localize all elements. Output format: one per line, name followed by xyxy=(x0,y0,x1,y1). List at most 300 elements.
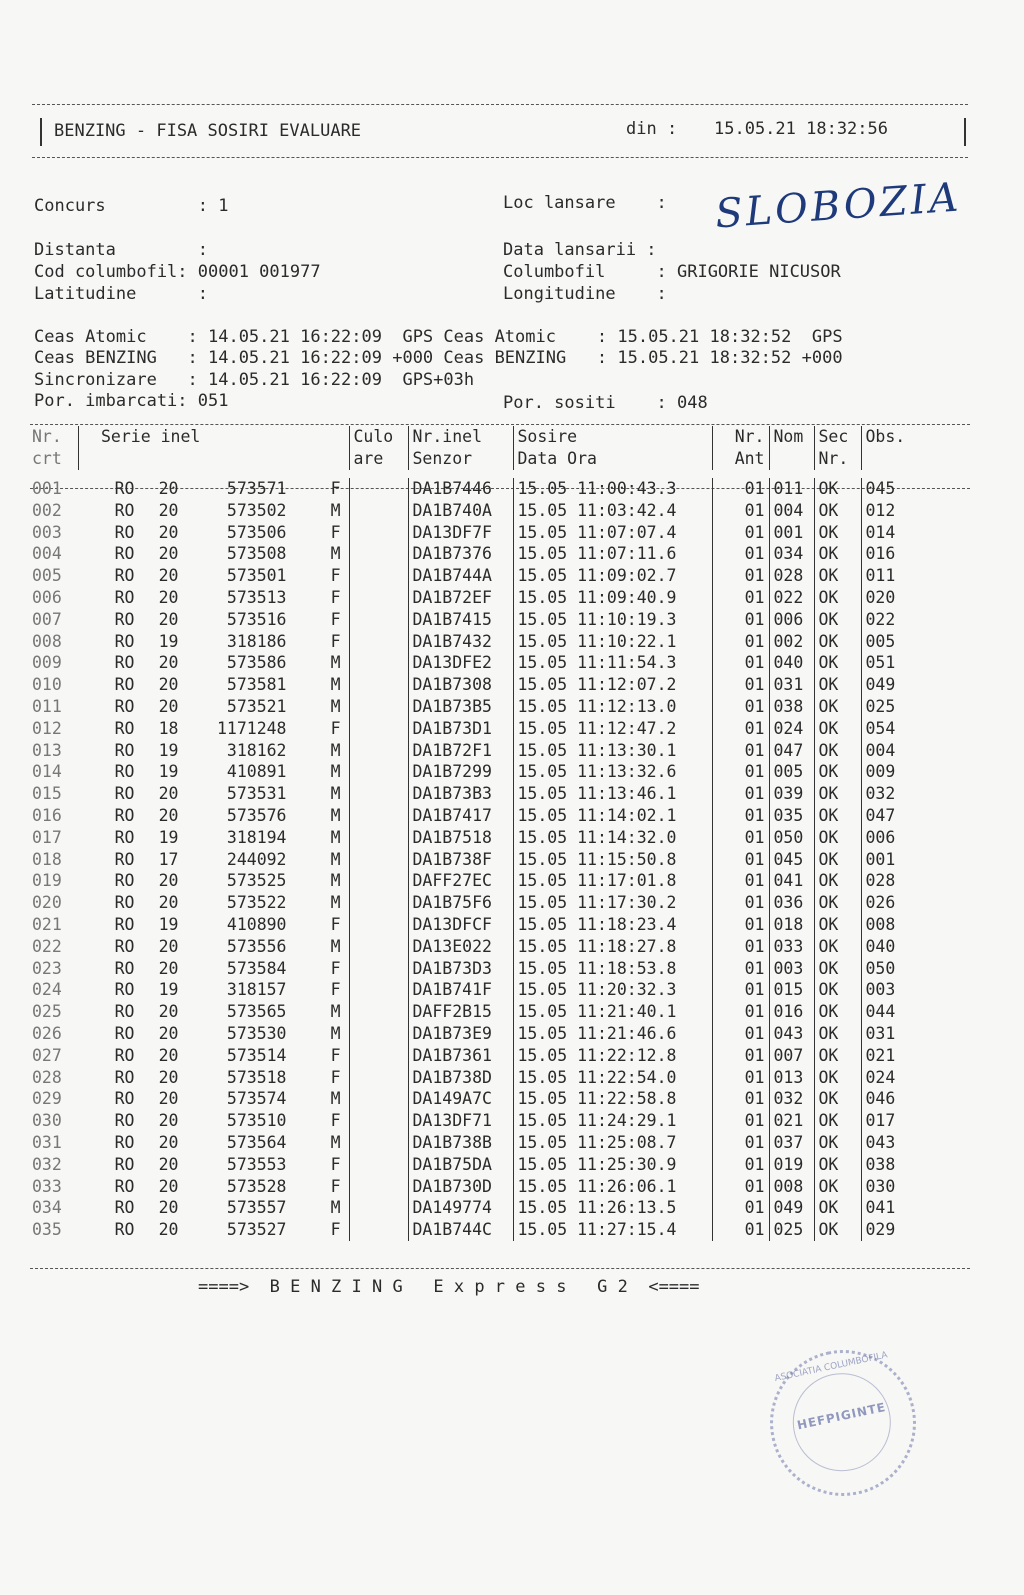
cell-sen: DA1B7432 xyxy=(408,631,513,653)
col-obs-header: Obs. xyxy=(861,426,958,448)
cell-sex: F xyxy=(330,1154,341,1174)
cell-obs: 028 xyxy=(861,870,958,892)
cell-sec: OK xyxy=(814,1088,861,1110)
table-header-row-1 xyxy=(30,426,958,448)
latitudine-line: Latitudine : xyxy=(34,284,208,304)
cell-nr: 002 xyxy=(32,500,62,520)
cell-nom: 047 xyxy=(769,740,814,762)
table-bottom-rule xyxy=(30,1268,970,1269)
cell-sen: DA13E022 xyxy=(408,936,513,958)
cell-sen: DA1B73D1 xyxy=(408,718,513,740)
cell-sec: OK xyxy=(814,1110,861,1132)
cell-cty: RO xyxy=(114,653,135,673)
cell-col xyxy=(349,914,408,936)
cell-cty: RO xyxy=(114,740,135,760)
cell-ant: 01 xyxy=(712,652,769,674)
cod-columbofil-line: Cod columbofil: 00001 001977 xyxy=(34,262,321,282)
cell-sex: M xyxy=(330,893,341,913)
cell-sen: DA1B73E9 xyxy=(408,1023,513,1045)
cell-sen: DA1B738D xyxy=(408,1067,513,1089)
cell-sex: F xyxy=(330,566,341,586)
cell-obs: 011 xyxy=(861,565,958,587)
table-row xyxy=(30,500,958,522)
table-top-rule xyxy=(30,424,970,425)
cell-col xyxy=(349,696,408,718)
cell-sex: F xyxy=(330,958,341,978)
cell-nom: 049 xyxy=(769,1197,814,1219)
cell-nom: 019 xyxy=(769,1154,814,1176)
table-row xyxy=(30,587,958,609)
cell-nom: 028 xyxy=(769,565,814,587)
header-spacer xyxy=(30,470,958,478)
cell-cty: RO xyxy=(114,544,135,564)
cell-arr: 15.05 11:18:27.8 xyxy=(513,936,712,958)
clock-line-1: Ceas Atomic : 14.05.21 16:22:09 GPS Ceas Atomic : 15.05.21 18:32:52 GPS xyxy=(34,327,843,347)
cell-sec: OK xyxy=(814,783,861,805)
cell-sen: DA1B7299 xyxy=(408,761,513,783)
cell-sen: DA1B738F xyxy=(408,849,513,871)
cell-nr: 004 xyxy=(32,544,62,564)
columbofil-line: Columbofil : GRIGORIE NICUSOR xyxy=(503,262,841,282)
cell-ring: 573510 xyxy=(226,1111,287,1131)
cell-sen: DA13DF71 xyxy=(408,1110,513,1132)
table-row xyxy=(30,1154,958,1176)
cell-sec: OK xyxy=(814,1197,861,1219)
cell-ring: 410890 xyxy=(226,914,287,934)
cell-obs: 032 xyxy=(861,783,958,805)
cell-nom: 007 xyxy=(769,1045,814,1067)
cell-sen: DA1B75F6 xyxy=(408,892,513,914)
cell-nr: 014 xyxy=(32,762,62,782)
cell-sen: DA1B72F1 xyxy=(408,740,513,762)
cell-col xyxy=(349,565,408,587)
cell-obs: 012 xyxy=(861,500,958,522)
cell-ant: 01 xyxy=(712,1001,769,1023)
col-serie-header-2 xyxy=(79,448,350,470)
table-row xyxy=(30,827,958,849)
cell-ant: 01 xyxy=(712,1045,769,1067)
cell-nr: 020 xyxy=(32,893,62,913)
cell-arr: 15.05 11:26:13.5 xyxy=(513,1197,712,1219)
cell-sex: M xyxy=(330,871,341,891)
cell-sen: DA1B73D3 xyxy=(408,958,513,980)
cell-col xyxy=(349,1001,408,1023)
cell-cty: RO xyxy=(114,849,135,869)
cell-sec: OK xyxy=(814,587,861,609)
cell-ring: 573518 xyxy=(226,1067,287,1087)
table-row xyxy=(30,1045,958,1067)
cell-nom: 034 xyxy=(769,543,814,565)
cell-ant: 01 xyxy=(712,1219,769,1241)
cell-arr: 15.05 11:14:02.1 xyxy=(513,805,712,827)
stamp-ring-text: ASOCIATIA COLUMBOFILA xyxy=(773,1350,889,1385)
cell-sex: M xyxy=(330,653,341,673)
cell-ring: 573564 xyxy=(226,1132,287,1152)
cell-cty: RO xyxy=(114,1067,135,1087)
cell-cty: RO xyxy=(114,696,135,716)
cell-sex: F xyxy=(330,609,341,629)
table-row xyxy=(30,914,958,936)
cell-sen: DA1B738B xyxy=(408,1132,513,1154)
cell-sec: OK xyxy=(814,1001,861,1023)
cell-sex: F xyxy=(330,1067,341,1087)
cell-obs: 006 xyxy=(861,827,958,849)
table-row xyxy=(30,936,958,958)
cell-sec: OK xyxy=(814,870,861,892)
header-left-border xyxy=(40,118,42,146)
cell-nr: 027 xyxy=(32,1045,62,1065)
cell-cty: RO xyxy=(114,893,135,913)
table-header-row-2 xyxy=(30,448,958,470)
cell-sec: OK xyxy=(814,478,861,500)
table-row xyxy=(30,1110,958,1132)
cell-yr: 20 xyxy=(158,1198,179,1218)
cell-col xyxy=(349,543,408,565)
cell-nr: 001 xyxy=(32,479,62,498)
cell-yr: 19 xyxy=(158,914,179,934)
cell-obs: 040 xyxy=(861,936,958,958)
cell-nom: 005 xyxy=(769,761,814,783)
cell-sex: F xyxy=(330,631,341,651)
footer-brand: ====> B E N Z I N G E x p r e s s G 2 <==== xyxy=(198,1277,700,1297)
cell-obs: 025 xyxy=(861,696,958,718)
cell-nom: 032 xyxy=(769,1088,814,1110)
cell-sex: M xyxy=(330,1198,341,1218)
table-row xyxy=(30,1176,958,1198)
cell-sex: F xyxy=(330,479,341,498)
cell-sec: OK xyxy=(814,1219,861,1241)
cell-sex: F xyxy=(330,1111,341,1131)
cell-sec: OK xyxy=(814,892,861,914)
clock-line-2: Ceas BENZING : 14.05.21 16:22:09 +000 Ceas BENZING : 15.05.21 18:32:52 +000 xyxy=(34,348,843,368)
cell-yr: 20 xyxy=(158,675,179,695)
cell-cty: RO xyxy=(114,784,135,804)
cell-sec: OK xyxy=(814,631,861,653)
cell-nr: 029 xyxy=(32,1089,62,1109)
cell-sen: DA1B7308 xyxy=(408,674,513,696)
cell-col xyxy=(349,827,408,849)
cell-col xyxy=(349,500,408,522)
cell-sex: F xyxy=(330,1176,341,1196)
cell-yr: 20 xyxy=(158,653,179,673)
cell-ring: 573556 xyxy=(226,936,287,956)
cell-sen: DA1B7518 xyxy=(408,827,513,849)
cell-arr: 15.05 11:07:11.6 xyxy=(513,543,712,565)
cell-ant: 01 xyxy=(712,565,769,587)
cell-ant: 01 xyxy=(712,1088,769,1110)
cell-yr: 20 xyxy=(158,1154,179,1174)
table-row xyxy=(30,1067,958,1089)
table-row xyxy=(30,979,958,1001)
cell-nr: 021 xyxy=(32,914,62,934)
cell-obs: 005 xyxy=(861,631,958,653)
cell-sec: OK xyxy=(814,914,861,936)
col-nom-header: Nom xyxy=(769,426,814,448)
cell-arr: 15.05 11:22:58.8 xyxy=(513,1088,712,1110)
table-row xyxy=(30,1088,958,1110)
cell-col xyxy=(349,805,408,827)
cell-obs: 045 xyxy=(861,478,958,500)
cell-sec: OK xyxy=(814,543,861,565)
table-row xyxy=(30,652,958,674)
cell-cty: RO xyxy=(114,914,135,934)
cell-yr: 20 xyxy=(158,544,179,564)
cell-arr: 15.05 11:21:46.6 xyxy=(513,1023,712,1045)
cell-ring: 573528 xyxy=(226,1176,287,1196)
cell-cty: RO xyxy=(114,522,135,542)
cell-nr: 011 xyxy=(32,696,62,716)
cell-yr: 20 xyxy=(158,1089,179,1109)
cell-obs: 054 xyxy=(861,718,958,740)
cell-nr: 010 xyxy=(32,675,62,695)
report-date-label: din : xyxy=(626,119,678,139)
cell-yr: 20 xyxy=(158,805,179,825)
table-row xyxy=(30,740,958,762)
cell-nr: 012 xyxy=(32,718,62,738)
cell-ring: 573586 xyxy=(226,653,287,673)
cell-ring: 573576 xyxy=(226,805,287,825)
cell-cty: RO xyxy=(114,500,135,520)
cell-sen: DAFF2B15 xyxy=(408,1001,513,1023)
distanta-line: Distanta : xyxy=(34,240,208,260)
cell-arr: 15.05 11:20:32.3 xyxy=(513,979,712,1001)
cell-col xyxy=(349,979,408,1001)
cell-sec: OK xyxy=(814,609,861,631)
cell-ant: 01 xyxy=(712,500,769,522)
cell-nom: 021 xyxy=(769,1110,814,1132)
cell-sex: M xyxy=(330,1132,341,1152)
cell-nr: 031 xyxy=(32,1132,62,1152)
top-rule xyxy=(32,104,968,105)
col-obs-header-2 xyxy=(861,448,958,470)
cell-arr: 15.05 11:13:30.1 xyxy=(513,740,712,762)
cell-ring: 573501 xyxy=(226,566,287,586)
cell-yr: 20 xyxy=(158,522,179,542)
col-nr-header: Nr. xyxy=(32,427,62,446)
cell-nr: 007 xyxy=(32,609,62,629)
cell-sec: OK xyxy=(814,718,861,740)
arrivals-table-body xyxy=(30,478,958,1241)
cell-nom: 050 xyxy=(769,827,814,849)
cell-obs: 001 xyxy=(861,849,958,871)
cell-nr: 015 xyxy=(32,784,62,804)
cell-arr: 15.05 11:18:53.8 xyxy=(513,958,712,980)
cell-obs: 046 xyxy=(861,1088,958,1110)
longitudine-line: Longitudine : xyxy=(503,284,667,304)
cell-ring: 573514 xyxy=(226,1045,287,1065)
cell-sex: F xyxy=(330,522,341,542)
cell-nr: 033 xyxy=(32,1176,62,1196)
cell-nom: 040 xyxy=(769,652,814,674)
cell-arr: 15.05 11:07:07.4 xyxy=(513,522,712,544)
cell-arr: 15.05 11:03:42.4 xyxy=(513,500,712,522)
cell-obs: 029 xyxy=(861,1219,958,1241)
stamp-text: HEFPIGINTE xyxy=(795,1399,888,1433)
cell-obs: 047 xyxy=(861,805,958,827)
cell-cty: RO xyxy=(114,871,135,891)
cell-yr: 20 xyxy=(158,587,179,607)
cell-nom: 036 xyxy=(769,892,814,914)
cell-sen: DA1B7446 xyxy=(408,478,513,500)
cell-ant: 01 xyxy=(712,761,769,783)
cell-ring: 573557 xyxy=(226,1198,287,1218)
cell-nom: 024 xyxy=(769,718,814,740)
cell-nom: 006 xyxy=(769,609,814,631)
cell-arr: 15.05 11:17:01.8 xyxy=(513,870,712,892)
cell-obs: 031 xyxy=(861,1023,958,1045)
cell-ant: 01 xyxy=(712,870,769,892)
cell-ring: 318157 xyxy=(226,980,287,1000)
cell-sex: M xyxy=(330,936,341,956)
cell-obs: 008 xyxy=(861,914,958,936)
cell-nr: 006 xyxy=(32,587,62,607)
cell-sex: M xyxy=(330,500,341,520)
table-row xyxy=(30,1197,958,1219)
cell-col xyxy=(349,761,408,783)
cell-ring: 318162 xyxy=(226,740,287,760)
cell-yr: 19 xyxy=(158,762,179,782)
cell-col xyxy=(349,1154,408,1176)
cell-nr: 009 xyxy=(32,653,62,673)
cell-ant: 01 xyxy=(712,1197,769,1219)
cell-arr: 15.05 11:00:43.3 xyxy=(513,478,712,500)
cell-col xyxy=(349,783,408,805)
cell-ant: 01 xyxy=(712,958,769,980)
cell-sen: DA1B744C xyxy=(408,1219,513,1241)
col-sosire-header: Sosire xyxy=(513,426,712,448)
cell-obs: 022 xyxy=(861,609,958,631)
cell-yr: 20 xyxy=(158,1220,179,1240)
table-row xyxy=(30,1001,958,1023)
cell-cty: RO xyxy=(114,1154,135,1174)
cell-nom: 041 xyxy=(769,870,814,892)
cell-col xyxy=(349,1132,408,1154)
cell-ring: 573571 xyxy=(226,479,287,498)
cell-sec: OK xyxy=(814,1154,861,1176)
cell-ring: 573516 xyxy=(226,609,287,629)
report-date-value: 15.05.21 18:32:56 xyxy=(714,119,888,139)
cell-yr: 18 xyxy=(158,718,179,738)
cell-cty: RO xyxy=(114,1045,135,1065)
cell-cty: RO xyxy=(114,1023,135,1043)
header-spacer-cell xyxy=(30,470,958,478)
cell-cty: RO xyxy=(114,631,135,651)
cell-ant: 01 xyxy=(712,609,769,631)
cell-obs: 016 xyxy=(861,543,958,565)
col-nr-header-2: crt xyxy=(32,449,62,468)
cell-col xyxy=(349,936,408,958)
cell-col xyxy=(349,522,408,544)
cell-sec: OK xyxy=(814,761,861,783)
cell-nr: 022 xyxy=(32,936,62,956)
cell-yr: 20 xyxy=(158,609,179,629)
table-row xyxy=(30,522,958,544)
cell-sec: OK xyxy=(814,500,861,522)
cell-sen: DA1B740A xyxy=(408,500,513,522)
cell-col xyxy=(349,870,408,892)
cell-nom: 008 xyxy=(769,1176,814,1198)
cell-nr: 019 xyxy=(32,871,62,891)
cell-nr: 003 xyxy=(32,522,62,542)
cell-sec: OK xyxy=(814,674,861,696)
cell-sex: F xyxy=(330,587,341,607)
cell-col xyxy=(349,652,408,674)
cell-col xyxy=(349,609,408,631)
table-row xyxy=(30,718,958,740)
table-row xyxy=(30,870,958,892)
cell-yr: 19 xyxy=(158,740,179,760)
cell-sex: M xyxy=(330,849,341,869)
cell-yr: 20 xyxy=(158,1176,179,1196)
cell-cty: RO xyxy=(114,827,135,847)
cell-sen: DA13DFE2 xyxy=(408,652,513,674)
cell-ant: 01 xyxy=(712,740,769,762)
cell-ant: 01 xyxy=(712,849,769,871)
cell-sen: DA1B7376 xyxy=(408,543,513,565)
cell-sex: M xyxy=(330,675,341,695)
cell-nom: 011 xyxy=(769,478,814,500)
cell-sen: DA1B730D xyxy=(408,1176,513,1198)
cell-obs: 026 xyxy=(861,892,958,914)
cell-col xyxy=(349,1176,408,1198)
cell-arr: 15.05 11:13:32.6 xyxy=(513,761,712,783)
cell-yr: 20 xyxy=(158,696,179,716)
header-right-border xyxy=(964,118,966,146)
cell-col xyxy=(349,1110,408,1132)
cell-obs: 050 xyxy=(861,958,958,980)
data-lansarii-line: Data lansarii : xyxy=(503,240,657,260)
cell-sec: OK xyxy=(814,565,861,587)
cell-sec: OK xyxy=(814,740,861,762)
cell-sec: OK xyxy=(814,522,861,544)
cell-nom: 043 xyxy=(769,1023,814,1045)
col-culoare-header-2: are xyxy=(349,448,408,470)
cell-col xyxy=(349,958,408,980)
cell-yr: 20 xyxy=(158,566,179,586)
cell-nom: 039 xyxy=(769,783,814,805)
cell-cty: RO xyxy=(114,1132,135,1152)
cell-yr: 19 xyxy=(158,631,179,651)
cell-sex: M xyxy=(330,805,341,825)
cell-yr: 20 xyxy=(158,500,179,520)
cell-ant: 01 xyxy=(712,674,769,696)
cell-col xyxy=(349,631,408,653)
cell-sex: M xyxy=(330,827,341,847)
col-sosire-header-2: Data Ora xyxy=(513,448,712,470)
cell-col xyxy=(349,1088,408,1110)
cell-sec: OK xyxy=(814,696,861,718)
cell-nom: 015 xyxy=(769,979,814,1001)
cell-arr: 15.05 11:25:30.9 xyxy=(513,1154,712,1176)
cell-col xyxy=(349,674,408,696)
cell-arr: 15.05 11:10:22.1 xyxy=(513,631,712,653)
cell-nr: 013 xyxy=(32,740,62,760)
cell-sex: F xyxy=(330,718,341,738)
cell-ring: 573527 xyxy=(226,1220,287,1240)
cell-obs: 049 xyxy=(861,674,958,696)
table-row xyxy=(30,674,958,696)
cell-nom: 002 xyxy=(769,631,814,653)
cell-sex: F xyxy=(330,1045,341,1065)
cell-yr: 20 xyxy=(158,1111,179,1131)
cell-nr: 017 xyxy=(32,827,62,847)
cell-sen: DA1B7415 xyxy=(408,609,513,631)
cell-ring: 573522 xyxy=(226,893,287,913)
cell-sen: DAFF27EC xyxy=(408,870,513,892)
cell-yr: 20 xyxy=(158,784,179,804)
cell-col xyxy=(349,1023,408,1045)
col-ant-header-2: Ant xyxy=(712,448,769,470)
